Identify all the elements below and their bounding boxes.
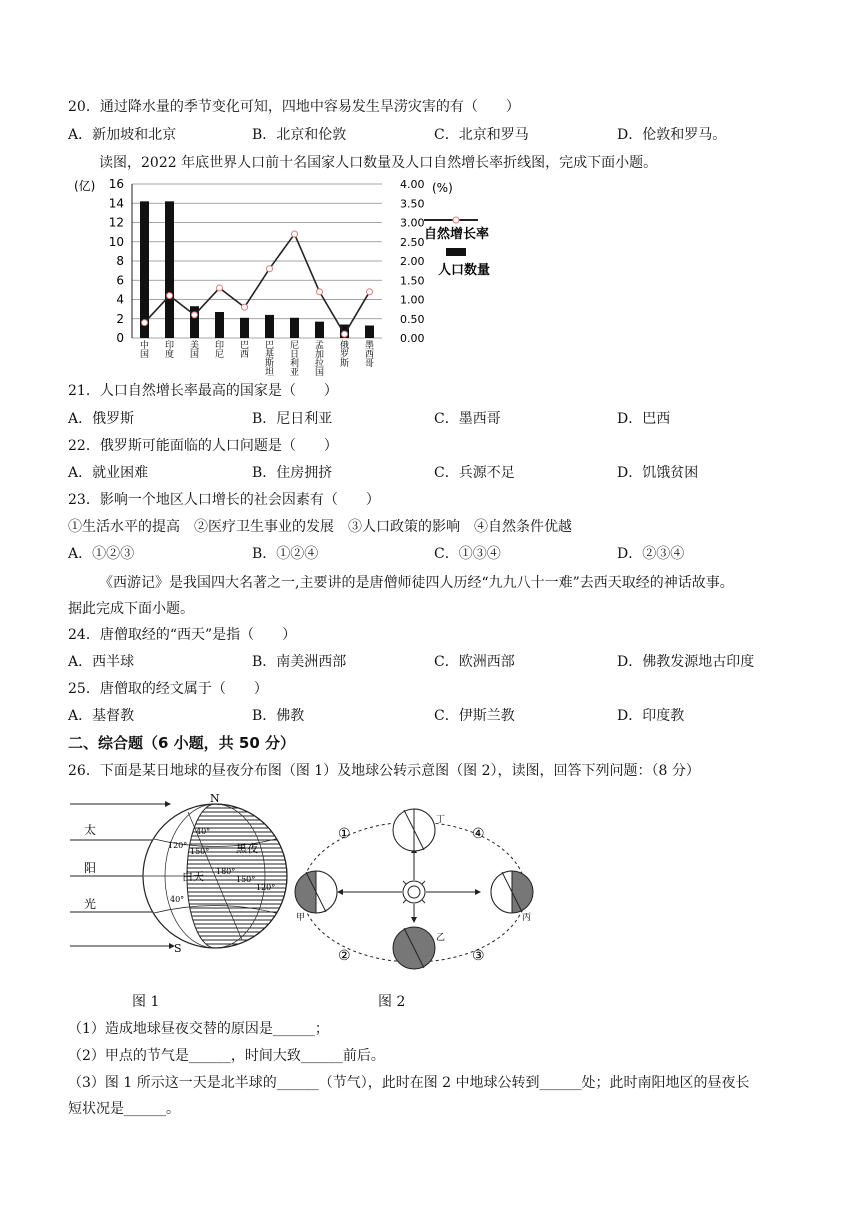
category-char: 日 [289,350,300,360]
right-tick-label: 4.00 [400,178,425,191]
category-char: 俄 [339,341,350,351]
q21-option-b[interactable]: B．尼日利亚 [252,411,333,427]
q25-option-b[interactable]: B．佛教 [252,708,305,724]
q26-stem: 26．下面是某日地球的昼夜分布图（图 1）及地球公转示意图（图 2），读图，回答下列问题：（8 分） [68,763,700,779]
category-char: 亚 [289,368,300,378]
arrow-label-3: ③ [472,948,485,964]
arrow-label-4: ④ [472,826,485,842]
category-char: 度 [164,350,175,360]
position-bing: 丙 [522,913,532,923]
category-char: 拉 [314,359,325,369]
q20-option-d[interactable]: D．伦敦和罗马。 [617,127,727,143]
bar-9 [365,325,374,338]
position-ding: 丁 [436,815,446,825]
night-label: 黑夜 [236,842,258,855]
rate-point-0 [142,320,148,326]
arrow-label-1: ① [338,826,351,842]
day-label: 白天 [182,870,204,883]
q23-stem: 23．影响一个地区人口增长的社会因素有（ ） [68,492,380,508]
north-label: N [210,792,220,805]
right-tick-label: 2.50 [400,235,425,249]
chart-legend [424,217,490,278]
legend-bar-swatch [446,248,466,256]
right-tick-label: 3.50 [400,197,425,211]
legend-line-marker [453,217,459,223]
right-tick-label: 1.50 [400,274,425,288]
lon-label-b: 150° [190,847,210,856]
category-char: 印 [214,341,225,351]
lon-label-a: 120° [168,841,188,850]
left-axis-unit: (亿) [74,179,96,193]
category-char: 国 [189,350,200,360]
q26-sub3a: （3）图 1 所示这一天是北半球的______（节气），此时在图 2 中地球公转到______处；此时南阳地区的昼夜长 [68,1075,750,1091]
left-tick-label: 12 [108,215,124,230]
bar-5 [265,315,274,338]
earth-left [295,871,337,913]
category-char: 罗 [339,350,350,360]
q25-option-c[interactable]: C．伊斯兰教 [434,708,515,724]
sun-icon [398,876,430,908]
bar-7 [315,322,324,338]
population-chart [66,172,526,378]
q24-option-c[interactable]: C．欧洲西部 [434,654,515,670]
category-label [215,339,224,360]
legend-rate: 自然增长率 [424,227,490,242]
legend-population: 人口数量 [438,263,491,278]
q23-option-b[interactable]: B．①②④ [252,546,319,562]
category-label [240,340,249,360]
category-char: 美 [189,341,200,351]
figure-2-revolution [290,798,540,978]
q22-option-b[interactable]: B．住房拥挤 [252,465,333,481]
lat-south-label: 40° [170,895,185,904]
q24-stem: 24．唐僧取经的“西天”是指（ ） [68,627,297,643]
category-label [140,339,149,360]
position-jia: 甲 [296,913,306,923]
category-char: 墨 [364,341,375,351]
chart-intro: 读图，2022 年底世界人口前十名国家人口数量及人口自然增长率折线图，完成下面小题。 [99,155,658,171]
figure-1-caption: 图 1 [132,994,160,1010]
q24-option-a[interactable]: A．西半球 [68,654,135,670]
rate-point-6 [292,231,298,237]
category-label [190,339,199,360]
q20-option-c[interactable]: C．北京和罗马 [434,127,529,143]
q22-option-a[interactable]: A．就业困难 [68,465,149,481]
q26-sub2: （2）甲点的节气是______，时间大致______前后。 [68,1048,385,1064]
arrow-label-2: ② [338,948,351,964]
q24-option-b[interactable]: B．南美洲西部 [252,654,347,670]
category-char: 巴 [264,341,275,351]
lat-north-label: 40° [196,827,211,836]
category-char: 西 [239,350,250,360]
rate-point-9 [367,289,373,295]
q25-option-a[interactable]: A．基督教 [68,708,135,724]
south-label: S [174,942,182,955]
q21-option-d[interactable]: D．巴西 [617,411,671,427]
rate-point-1 [167,293,173,299]
category-char: 孟 [314,341,325,351]
category-char: 西 [364,350,375,360]
lon-label-c: 180° [216,867,236,876]
bar-4 [240,318,249,338]
bar-1 [165,201,174,338]
position-yi: 乙 [436,933,446,943]
q23-option-d[interactable]: D．②③④ [617,546,685,562]
q23-option-c[interactable]: C．①③④ [434,546,501,562]
category-label [290,340,299,378]
q21-option-a[interactable]: A．俄罗斯 [68,411,135,427]
category-char: 中 [139,341,150,351]
q22-stem: 22．俄罗斯可能面临的人口问题是（ ） [68,438,338,454]
chart-bars [140,201,374,338]
rate-point-7 [317,289,323,295]
category-char: 巴 [239,341,250,351]
category-label [340,339,349,369]
category-char: 基 [264,350,275,360]
bar-0 [140,201,149,338]
section-2-heading: 二、综合题（6 小题，共 50 分） [68,734,295,752]
category-label [265,340,274,378]
rate-point-2 [192,312,198,318]
rate-point-5 [267,266,273,272]
q20-stem: 20．通过降水量的季节变化可知，四地中容易发生旱涝灾害的有（ ） [68,99,520,115]
q22-option-d[interactable]: D．饥饿贫困 [617,465,699,481]
right-tick-label: 2.00 [400,255,425,268]
rate-point-4 [242,304,248,310]
category-label [365,340,374,369]
figure-2-caption: 图 2 [378,994,406,1010]
category-label [165,339,174,360]
category-char: 哥 [364,359,375,369]
right-tick-label: 3.00 [400,216,425,230]
right-tick-label: 1.00 [400,293,425,307]
q22-option-c[interactable]: C．兵源不足 [434,465,515,481]
bar-3 [215,312,224,338]
xiyou-intro-1: 《西游记》是我国四大名著之一,主要讲的是唐僧师徒四人历经“九九八十一难”去西天取经的神话故事。 [99,575,734,591]
q20-option-a[interactable]: A．新加坡和北京 [68,127,177,143]
left-tick-label: 2 [116,311,124,326]
category-char: 斯 [339,359,350,369]
left-tick-label: 10 [108,234,124,249]
category-char: 斯 [264,359,275,369]
q23-factors: ①生活水平的提高 ②医疗卫生事业的发展 ③人口政策的影响 ④自然条件优越 [68,519,572,535]
lon-label-d: 150° [236,875,256,884]
rate-point-8 [342,331,348,337]
category-char: 加 [314,350,325,360]
earth-right [491,871,533,913]
q26-sub1: （1）造成地球昼夜交替的原因是______； [68,1021,329,1037]
right-tick-label: 0.00 [400,332,425,345]
category-char: 利 [289,359,300,369]
left-tick-label: 8 [116,254,124,268]
right-axis-unit: (%) [432,181,453,195]
rate-point-3 [217,285,223,291]
q23-option-a[interactable]: A．①②③ [68,546,135,562]
left-tick-label: 14 [108,196,124,211]
category-char: 国 [139,350,150,360]
xiyou-intro-2: 据此完成下面小题。 [68,601,194,617]
q25-option-d[interactable]: D．印度教 [617,708,685,724]
lon-label-e: 120° [256,883,276,892]
q21-stem: 21．人口自然增长率最高的国家是（ ） [68,383,338,399]
figure-1-day-night [70,794,280,954]
category-char: 尼 [289,341,300,351]
left-tick-label: 0 [116,331,124,345]
category-char: 坦 [264,368,275,378]
category-label [315,340,324,378]
right-tick-label: 0.50 [400,312,425,326]
earth-top [393,809,435,851]
category-char: 国 [314,368,325,378]
q21-option-c[interactable]: C．墨西哥 [434,411,501,427]
bar-6 [290,318,299,338]
category-char: 印 [164,341,175,351]
q25-stem: 25．唐僧取的经文属于（ ） [68,681,268,697]
left-tick-label: 16 [108,177,124,191]
left-tick-label: 6 [116,273,124,288]
sun-label-3: 光 [84,897,97,911]
q24-option-d[interactable]: D．佛教发源地古印度 [617,654,755,670]
q26-sub3b: 短状况是______。 [68,1101,180,1117]
chart-line [142,231,373,337]
globe [143,804,287,948]
chart-axes [109,177,425,378]
sun-label-1: 太 [84,823,97,837]
left-tick-label: 4 [116,292,124,307]
category-char: 尼 [214,350,225,360]
sun-label-2: 阳 [84,861,97,875]
q20-option-b[interactable]: B．北京和伦敦 [252,127,347,143]
earth-bottom [393,927,435,969]
